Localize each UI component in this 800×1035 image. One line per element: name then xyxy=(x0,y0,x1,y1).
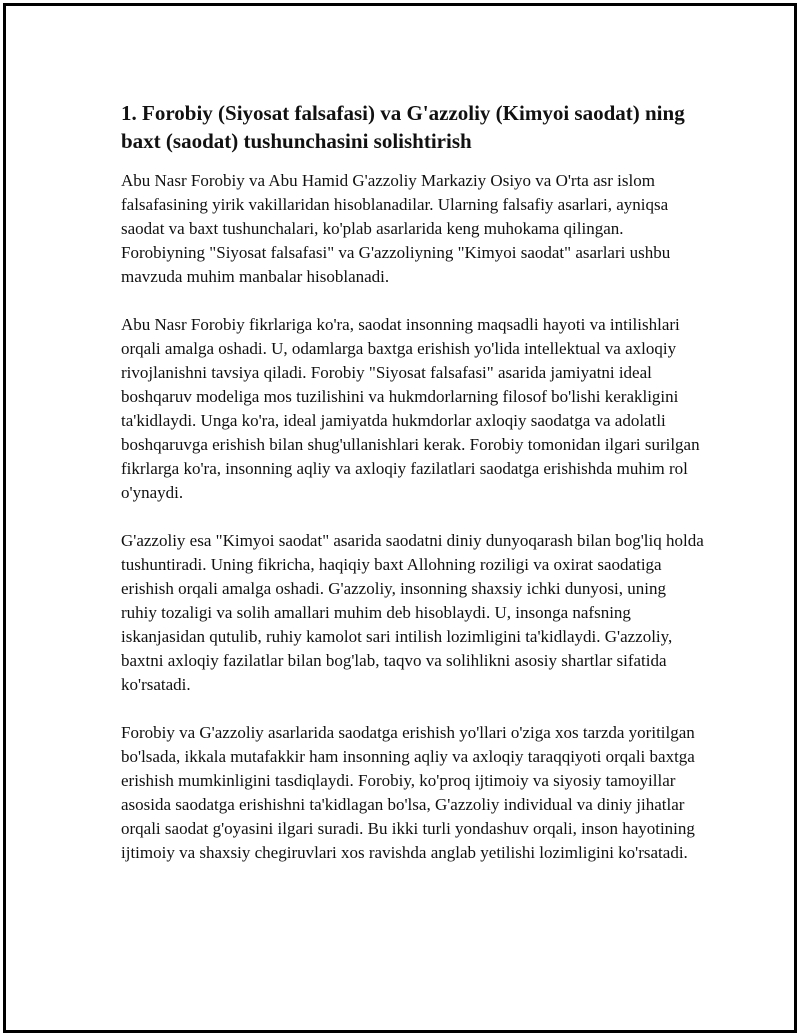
paragraph-conclusion: Forobiy va G'azzoliy asarlarida saodatga erishish yo'llari o'ziga xos tarzda yoritilgan bo'lsada, ikkala mutafakkir ham insonning aqliy va axloqiy taraqqiyoti orqali baxtga erishish mumkinligini tasdiqlaydi. Forobiy, ko'proq ijtimoiy va siyosiy tamoyillar asosida saodatga erishishni ta'kidlagan bo'lsa, G'azzoliy individual va diniy jihatlar orqali saodat g'oyasini ilgari suradi. Bu ikki turli yondashuv orqali, inson hayotining ijtimoiy va shaxsiy chegiruvlari xos ravishda anglab yetilishi lozimligini ko'rsatadi. xyxy=(121,723,695,862)
paragraph-forobiy: Abu Nasr Forobiy fikrlariga ko'ra, saodat insonning maqsadli hayoti va intilishlari orqali amalga oshadi. U, odamlarga baxtga erishish yo'lida intellektual va axloqiy rivojlanishni tavsiya qiladi. Forobiy "Siyosat falsafasi" asarida jamiyatni ideal boshqaruv modeliga mos tuzilishini va hukmdorlarning filosof bo'lishi kerakligini ta'kidlaydi. Unga ko'ra, ideal jamiyatda hukmdorlar axloqiy saodatga va adolatli boshqaruvga erishish bilan shug'ullanishlari kerak. Forobiy tomonidan ilgari surilgan fikrlarga ko'ra, insonning aqliy va axloqiy fazilatlari saodatga erishishda muhim rol o'ynaydi. xyxy=(121,315,700,502)
paragraph-gazzoliy: G'azzoliy esa "Kimyoi saodat" asarida saodatni diniy dunyoqarash bilan bog'liq holda tushuntiradi. Uning fikricha, haqiqiy baxt Allohning roziligi va oxirat saodatiga erishish orqali amalga oshadi. G'azzoliy, insonning shaxsiy ichki dunyosi, uning ruhiy tozaligi va solih amallari muhim deb hisoblaydi. U, insonga nafsning iskanjasidan qutulib, ruhiy kamolot sari intilish lozimligini ta'kidlaydi. G'azzoliy, baxtni axloqiy fazilatlar bilan bog'lab, taqvo va solihlikni asosiy shartlar sifatida ko'rsatadi. xyxy=(121,531,704,694)
page-frame xyxy=(3,3,797,1033)
document-body xyxy=(121,99,706,889)
paragraph-intro: Abu Nasr Forobiy va Abu Hamid G'azzoliy Markaziy Osiyo va O'rta asr islom falsafasining yirik vakillaridan hisoblanadilar. Ularning falsafiy asarlari, ayniqsa saodat va baxt tushunchalari, ko'plab asarlarida keng muhokama qilingan. Forobiyning "Siyosat falsafasi" va G'azzoliyning "Kimyoi saodat" asarlari ushbu mavzuda muhim manbalar hisoblanadi. xyxy=(121,171,671,286)
document-title: 1. Forobiy (Siyosat falsafasi) va G'azzoliy (Kimyoi saodat) ning baxt (saodat) tushunchasini solishtirish xyxy=(121,101,685,153)
